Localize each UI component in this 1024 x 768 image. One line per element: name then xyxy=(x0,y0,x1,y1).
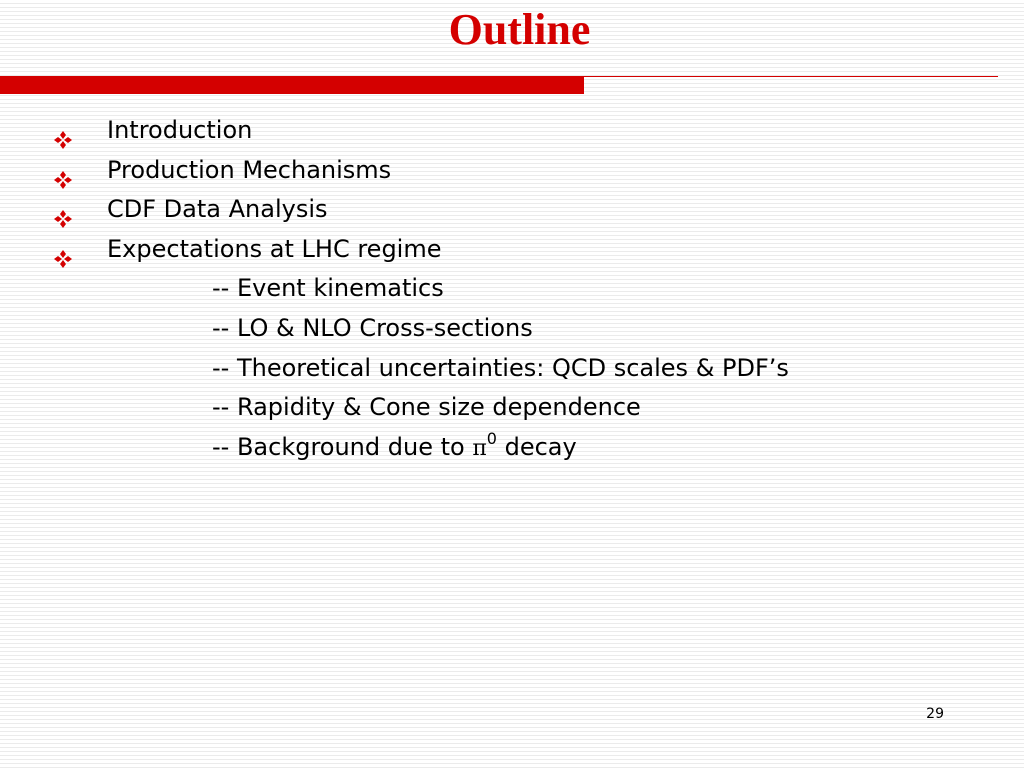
list-item xyxy=(0,151,1024,191)
sub-list-item xyxy=(0,349,1024,389)
diamond-bullet-icon xyxy=(52,241,74,259)
bullet-list xyxy=(0,111,1024,467)
sub-item-text: -- Theoretical uncertainties: QCD scales & PDF’s xyxy=(212,353,789,382)
sub-item-suffix: decay xyxy=(496,432,577,461)
title-rule-thick xyxy=(0,76,584,94)
title-rule-thin xyxy=(584,76,998,77)
bullet-text: Introduction xyxy=(107,116,253,144)
sub-item-text: -- Rapidity & Cone size dependence xyxy=(212,393,641,422)
superscript: 0 xyxy=(486,428,497,448)
sub-item-text: -- LO & NLO Cross-sections xyxy=(212,313,533,342)
pi-symbol: π xyxy=(472,435,487,461)
sub-item-prefix: -- Background due to xyxy=(212,432,473,461)
slide-title: Outline xyxy=(448,5,591,54)
bullet-text: Expectations at LHC regime xyxy=(107,234,442,263)
diamond-bullet-icon xyxy=(52,201,74,219)
sub-item-text xyxy=(212,428,577,469)
bullet-text: CDF Data Analysis xyxy=(107,195,328,224)
sub-list-item xyxy=(0,428,1024,468)
sub-list-item xyxy=(0,388,1024,428)
sub-item-text: -- Event kinematics xyxy=(212,274,444,303)
list-item xyxy=(0,111,1024,151)
diamond-bullet-icon xyxy=(52,122,74,140)
sub-list-item xyxy=(0,269,1024,309)
sub-list-item xyxy=(0,309,1024,349)
bullet-text: Production Mechanisms xyxy=(107,155,392,184)
list-item xyxy=(0,230,1024,270)
page-number: 29 xyxy=(926,706,944,722)
diamond-bullet-icon xyxy=(52,162,74,180)
list-item xyxy=(0,190,1024,230)
